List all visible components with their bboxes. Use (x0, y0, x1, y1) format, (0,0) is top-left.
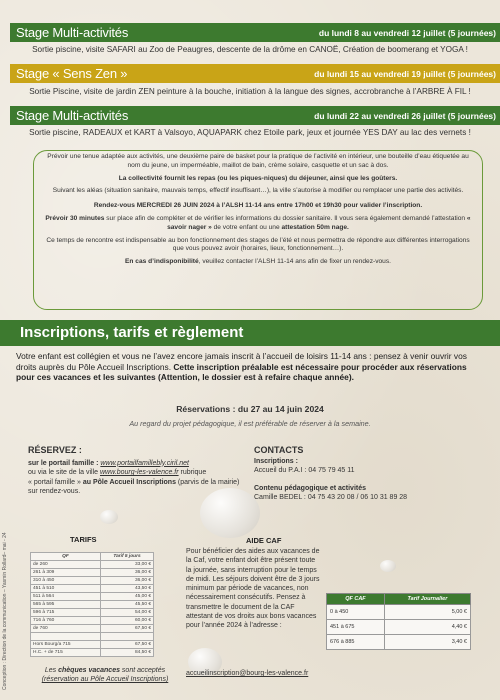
cheques-a: Les (44, 667, 59, 674)
stage-title: Stage Multi-activités (16, 108, 129, 123)
table-cell: 54,00 € (100, 609, 153, 617)
table-cell: 60,00 € (100, 617, 153, 625)
table-cell: 511 à 564 (31, 593, 101, 601)
table-row (31, 641, 154, 649)
cheques-c: sont acceptés (119, 667, 166, 674)
table-row (31, 561, 154, 569)
contacts-block (254, 446, 484, 502)
table-row (31, 601, 154, 609)
contacts-insc-value: Accueil du P.A.I : 04 75 79 45 11 (254, 467, 355, 474)
info-box (33, 150, 483, 310)
table-cell: 451 à 510 (31, 585, 101, 593)
stage-dates: du lundi 22 au vendredi 26 juillet (5 journées) (314, 110, 496, 121)
info-prevoir-text2: de votre enfant ou une (211, 223, 282, 231)
reservations-note: Au regard du projet pédagogique, il est préférable de réserver à la semaine. (129, 419, 371, 428)
site-ville-link[interactable]: www.bourg-les-valence.fr (99, 469, 179, 476)
table-cell: 0 à 450 (327, 605, 385, 620)
table-cell (100, 633, 153, 641)
table-cell: Hors Bourg/a 715 (31, 641, 101, 649)
pebble-decoration (100, 510, 118, 524)
table-cell: 36,00 € (100, 577, 153, 585)
reservations-dates: Réservations : du 27 au 14 juin 2024 (176, 404, 324, 414)
info-rendezvous: Rendez-vous MERCREDI 26 JUIN 2024 à l’ALSH 11-14 ans entre 17h00 et 19h30 pour valider l’inscription. (93, 202, 423, 210)
table-cell: 45,00 € (100, 593, 153, 601)
table-row (31, 617, 154, 625)
stage-description: Sortie Piscine, visite de jardin ZEN peinture à la bouche, initiation à la langue des signes, accrobranche à l’ARBRE À FIL ! (29, 87, 471, 96)
table-header-row (327, 594, 471, 605)
stage-dates: du lundi 15 au vendredi 19 juillet (5 journées) (314, 68, 496, 79)
info-savoir-nager: « savoir nager » (167, 214, 471, 231)
pebble-decoration (200, 488, 260, 538)
contacts-insc-label: Inscriptions : (254, 458, 298, 465)
reservez-pai: au Pôle Accueil Inscriptions (82, 478, 176, 486)
stage-description: Sortie piscine, RADEAUX et KART à Valsoyo, AQUAPARK chez Etoile park, jeux et journée YES DAY au lac des vernets ! (29, 128, 471, 137)
portail-famille-link[interactable]: www.portailfamillebly.ciril.net (100, 459, 189, 467)
caf-table (326, 593, 471, 650)
table-row (31, 585, 154, 593)
table-cell: 36,00 € (100, 569, 153, 577)
info-indispo-text: , veuillez contacter l’ALSH 11-14 ans afin de fixer un rendez-vous. (198, 258, 391, 266)
contacts-peda-label: Contenu pédagogique et activités (254, 485, 367, 492)
table-cell: 33,00 € (100, 561, 153, 569)
table-cell: 451 à 675 (327, 620, 385, 635)
tarifs-table (30, 552, 154, 657)
table-header-row (31, 553, 154, 561)
table-cell: de 760 (31, 625, 101, 633)
reservez-title: RÉSERVEZ : (28, 445, 82, 455)
info-attestation: attestation 50m nage. (281, 223, 349, 231)
table-cell (31, 633, 101, 641)
table-row (31, 609, 154, 617)
table-cell: 676 à 885 (327, 635, 385, 650)
table-cell: 310 à 450 (31, 577, 101, 585)
stage-header-3 (10, 106, 500, 125)
table-cell: 67,50 € (100, 625, 153, 633)
cheques-note (30, 666, 180, 684)
reservez-rdv: (parvis de la mairie) sur rendez-vous. (28, 478, 240, 495)
inscriptions-required: Cette inscription préalable est nécessaire pour procéder aux réservations pour ces vacances et les suivantes (16, 361, 467, 382)
inscriptions-text (16, 351, 486, 383)
inscriptions-attention: (Attention, le dossier est à refaire chaque année). (155, 372, 354, 382)
table-row (31, 649, 154, 657)
info-equipment: Prévoir une tenue adaptée aux activités, une deuxième paire de basket pour la pratique de l’activité en intérieur, une bouteille d’eau étiquetée au nom du jeune, un imperméable, maillot de bain, crème solaire, casquette et un sac à dos. (47, 153, 469, 169)
table-cell: 261 à 309 (31, 569, 101, 577)
info-prevoir-text: sur place afin de compléter et de vérifier les informations du dossier sanitaire. Il vous sera également demandé l’attestation (104, 214, 467, 222)
stage-title: Stage « Sens Zen » (16, 66, 128, 81)
info-rencontre: Ce temps de rencontre est indispensable au bon fonctionnement des stages de l’été et nous permettra de répondre aux différentes interrogations que vous pouvez avoir (horaires, lieux, fonctionnement…). (46, 236, 470, 253)
table-cell: de 260 (31, 561, 101, 569)
info-indispo (44, 258, 472, 267)
table-row (327, 605, 471, 620)
stage-title: Stage Multi-activités (16, 25, 129, 40)
table-row (31, 569, 154, 577)
table-row (31, 633, 154, 641)
aide-caf-text: Pour bénéficier des aides aux vacances de la Caf, votre enfant doit être présent toute la journée, sans interruption pour le temps de midi. Les séjours doivent être de 3 jours minimum par période de vacances, non nécessairement consécutifs. Pensez à transmettre le document de la CAF attestant de vos droits aux bons vacances pour l’année 2024 à l’adresse : (186, 548, 320, 630)
table-row (327, 620, 471, 635)
stage-dates: du lundi 8 au vendredi 12 juillet (5 journées) (318, 27, 496, 38)
info-prevoir-strong: Prévoir 30 minutes (45, 214, 105, 222)
table-row (31, 625, 154, 633)
contacts-title: CONTACTS (254, 445, 304, 455)
contacts-peda-value: Camille BEDEL : 04 75 43 20 08 / 06 10 31 89 28 (254, 494, 408, 501)
table-cell: 596 à 715 (31, 609, 101, 617)
credit-line: Conception : Direction de la communication – Yasmin Rollard– mai - 24 (2, 532, 8, 690)
table-cell: H.C. + de 715 (31, 649, 101, 657)
aide-caf-title: AIDE CAF (246, 536, 282, 545)
table-cell: 3,40 € (384, 635, 470, 650)
tarifs-title: TARIFS (70, 535, 97, 544)
info-meals: La collectivité fournit les repas (ou les piques-niques) du déjeuner, ainsi que les goûters. (118, 174, 398, 182)
cheques-b: chèques vacances (58, 667, 120, 674)
table-cell: 43,50 € (100, 585, 153, 593)
reservez-rubrique: rubrique (178, 469, 207, 476)
reservez-site-label: ou via le site de la ville (28, 469, 100, 476)
reservez-portail-label: sur le portail famille : (28, 459, 101, 467)
info-hazards: Suivant les aléas (situation sanitaire, mauvais temps, effectif insuffisant…), la ville s’autorise à modifier ou remplacer une partie des activités. (52, 187, 464, 195)
info-indispo-strong: En cas d’indisponibilité (125, 258, 199, 266)
stage-header-1 (10, 23, 500, 42)
table-cell: 84,50 € (100, 649, 153, 657)
table-cell: 4,40 € (384, 620, 470, 635)
table-cell: 565 à 595 (31, 601, 101, 609)
reservez-block (28, 446, 248, 497)
table-header: Tarif Journalier (384, 594, 470, 605)
table-header: QF CAF (327, 594, 385, 605)
cheques-d: (réservation au Pôle Accueil Inscriptions) (41, 676, 169, 683)
table-row (327, 635, 471, 650)
table-cell: 67,50 € (100, 641, 153, 649)
aide-caf-email-link[interactable]: accueilinscription@bourg-les-valence.fr (186, 670, 309, 677)
table-cell: 45,50 € (100, 601, 153, 609)
pebble-decoration (380, 560, 396, 572)
table-header: QF (31, 553, 101, 561)
table-header: Tarif 5 jours (100, 553, 153, 561)
reservez-portail-rubrique: « portail famille » (28, 478, 83, 486)
stage-description: Sortie piscine, visite SAFARI au Zoo de Peaugres, descente de la drôme en CANOË, Création de boomerang et YOGA ! (32, 45, 468, 54)
info-prevoir (44, 215, 472, 233)
inscriptions-title: Inscriptions, tarifs et règlement (0, 320, 500, 346)
table-row (31, 577, 154, 585)
table-cell: 716 à 760 (31, 617, 101, 625)
stage-header-2 (10, 64, 500, 83)
table-cell: 5,00 € (384, 605, 470, 620)
table-row (31, 593, 154, 601)
inscriptions-intro: Votre enfant est collégien et vous ne l’avez encore jamais inscrit à l’accueil de loisirs 11-14 ans : pensez à venir ouvrir vos droits auprès du Pôle Accueil Inscriptions. (16, 351, 467, 372)
